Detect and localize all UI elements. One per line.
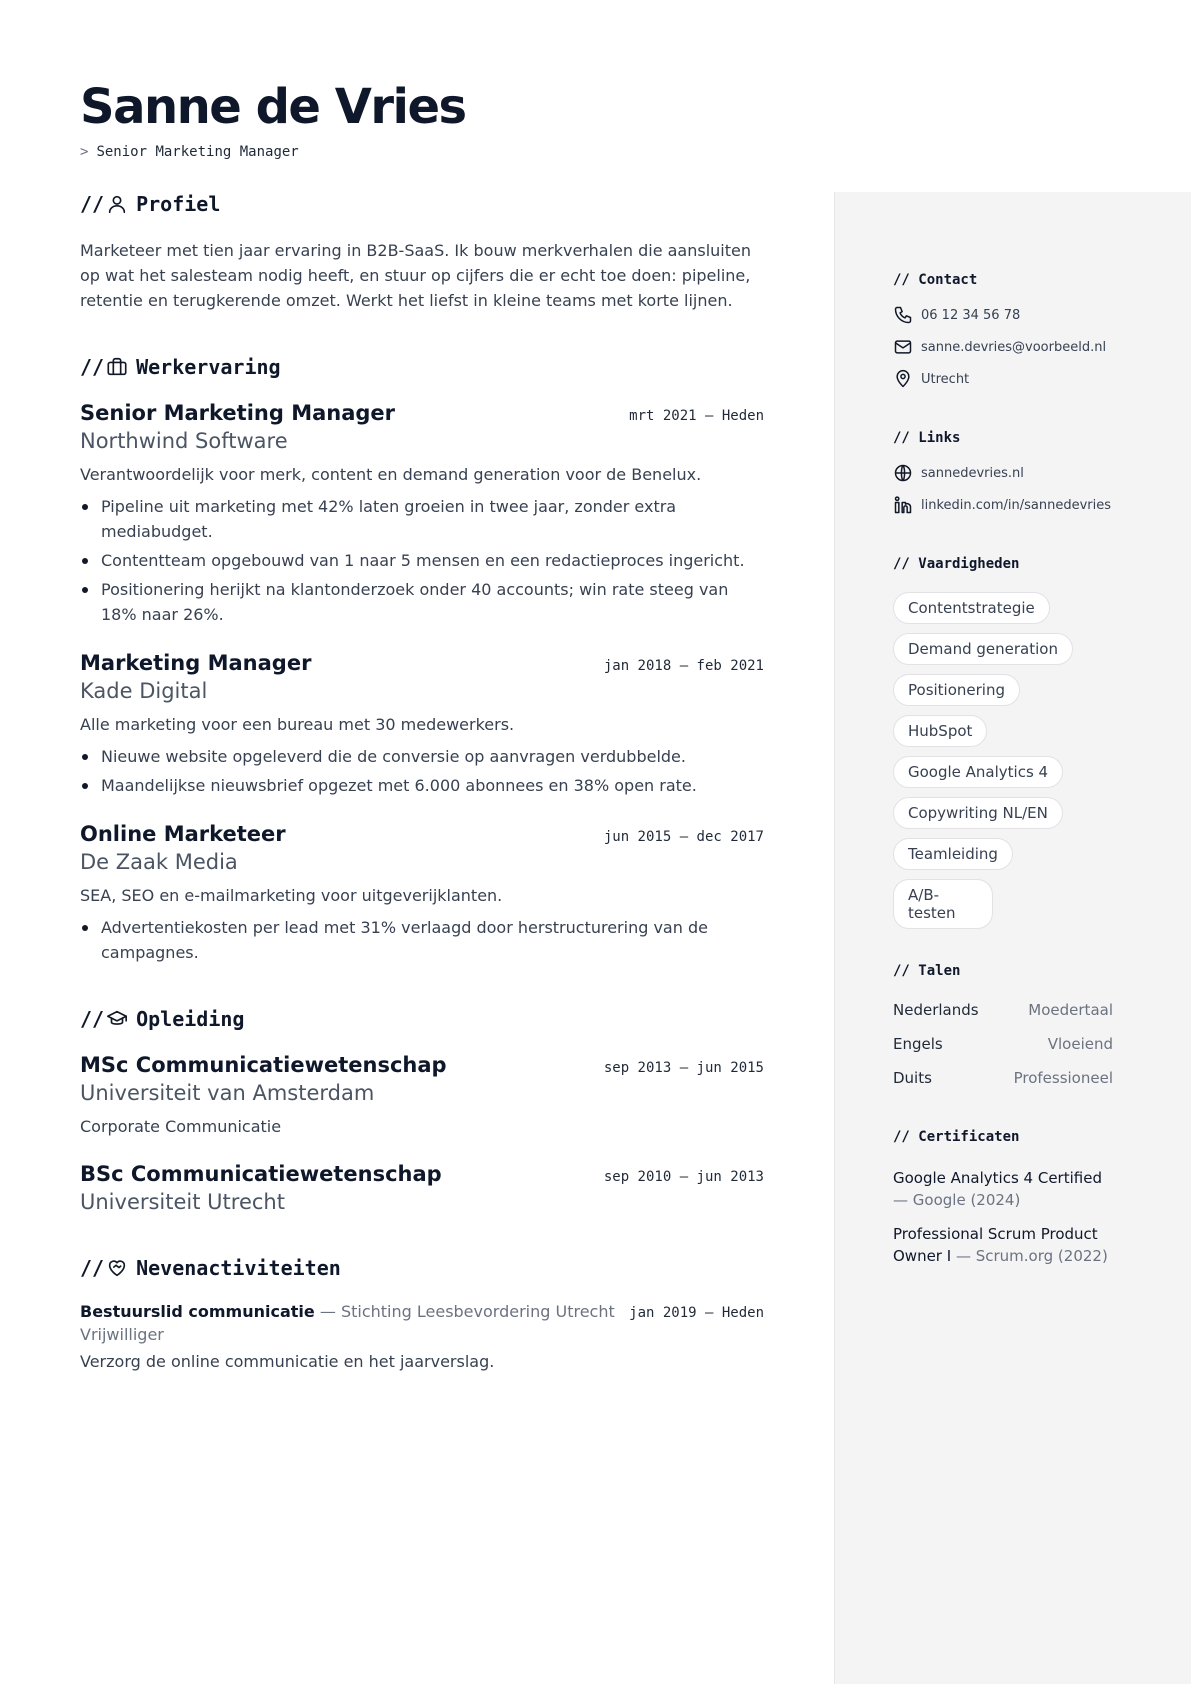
section-label: Nevenactiviteiten [136,1256,341,1280]
degree-name: MSc Communicatiewetenschap [80,1053,447,1077]
degree-name: BSc Communicatiewetenschap [80,1162,442,1186]
contact-location [893,370,1191,388]
skill-chip: Teamleiding [893,838,1013,870]
briefcase-icon [106,356,128,378]
job-title: Senior Marketing Manager [96,144,299,160]
section-label: Werkervaring [136,355,281,379]
job-role: Senior Marketing Manager [80,401,396,425]
map-pin-icon [893,369,913,389]
language-name: Engels [893,1035,943,1053]
achievement-item: Maandelijkse nieuwsbrief opgezet met 6.000 abonnees en 38% open rate. [80,773,764,798]
achievement-list [80,744,764,798]
skill-chip: Copywriting NL/EN [893,797,1063,829]
globe-icon [893,463,913,483]
experience-entry [80,822,764,965]
contact-phone [893,306,1191,324]
achievement-item: Contentteam opgebouwd van 1 naar 5 mensen en een redactieproces ingericht. [80,548,764,573]
school-name: Universiteit van Amsterdam [80,1081,375,1105]
company-name: Northwind Software [80,429,288,453]
achievement-item: Nieuwe website opgeleverd die de conversie op aanvragen verdubbelde. [80,744,764,769]
certificate-issuer: Scrum.org (2022) [975,1247,1108,1265]
language-level: Moedertaal [1028,1001,1113,1019]
website-link[interactable]: sannedevries.nl [921,465,1024,481]
activity-type: Vrijwilliger [80,1325,164,1344]
section-prefix: // [80,355,105,379]
education-dates: sep 2013 – jun 2015 [603,1060,764,1076]
linkedin-icon [893,495,913,515]
sidebar-title-certificates: // Certificaten [893,1129,1020,1145]
activity-heading [80,1302,615,1321]
experience-entry [80,401,764,627]
contact-section [893,272,1191,388]
section-label: Opleiding [136,1007,245,1031]
phone-number: 06 12 34 56 78 [921,307,1021,323]
language-level: Vloeiend [1047,1035,1113,1053]
skills-list [893,592,1191,929]
contact-email[interactable] [893,338,1191,356]
skill-chip: Google Analytics 4 [893,756,1063,788]
skill-chip: HubSpot [893,715,987,747]
certificate-name: Google Analytics 4 Certified [893,1169,1102,1187]
resume-header [80,78,466,160]
link-linkedin[interactable] [893,496,1191,514]
job-role: Marketing Manager [80,651,312,675]
certificate-name: Professional Scrum Product Owner I [893,1225,1098,1265]
sidebar-title-skills: // Vaardigheden [893,556,1020,572]
sidebar-title-links: // Links [893,430,961,446]
certificate-dash: — [893,1191,908,1209]
sidebar-title-contact: // Contact [893,272,978,288]
skill-chip: Demand generation [893,633,1073,665]
activity-organization: Stichting Leesbevordering Utrecht [340,1302,615,1321]
job-title-line [80,144,466,160]
sidebar [834,192,1191,1684]
languages-section [893,963,1191,1087]
phone-icon [893,305,913,325]
language-level: Professioneel [1013,1069,1113,1087]
user-icon [106,193,128,215]
job-summary: Verantwoordelijk voor merk, content en demand generation voor de Benelux. [80,465,702,484]
education-entry [80,1053,764,1136]
section-title-education [80,1005,764,1033]
location-text: Utrecht [921,371,970,387]
section-title-experience [80,353,764,381]
section-label: Profiel [136,192,221,216]
section-prefix: // [80,192,105,216]
language-row [893,1001,1113,1019]
activity-dates: jan 2019 – Heden [629,1305,764,1321]
sidebar-title-languages: // Talen [893,963,961,979]
side-activity-entry [80,1302,764,1371]
education-section [80,1005,764,1214]
certificate-issuer: Google (2024) [912,1191,1021,1209]
certificates-section [893,1129,1191,1267]
email-address[interactable]: sanne.devries@voorbeeld.nl [921,339,1107,355]
certificate-item [893,1167,1108,1211]
language-row [893,1035,1113,1053]
experience-entry [80,651,764,798]
skill-chip: Contentstrategie [893,592,1050,624]
job-dates: mrt 2021 – Heden [629,408,764,424]
side-activities-section [80,1254,764,1371]
company-name: Kade Digital [80,679,208,703]
heart-handshake-icon [106,1257,128,1279]
activity-separator: — [319,1302,336,1321]
section-title-profile [80,190,764,218]
linkedin-link[interactable]: linkedin.com/in/sannedevries [921,497,1112,513]
certificate-item [893,1223,1108,1267]
chevron-right-icon: > [80,144,89,160]
link-website[interactable] [893,464,1191,482]
language-name: Nederlands [893,1001,979,1019]
job-role: Online Marketeer [80,822,286,846]
job-dates: jun 2015 – dec 2017 [603,829,764,845]
achievement-item: Pipeline uit marketing met 42% laten groeien in twee jaar, zonder extra mediabudget. [80,494,764,544]
section-prefix: // [80,1007,105,1031]
achievement-list [80,915,764,965]
achievement-list [80,494,764,627]
education-entry [80,1162,764,1214]
skill-chip: A/B-testen [893,879,993,929]
experience-section [80,353,764,965]
profile-section [80,190,764,313]
activity-description: Verzorg de online communicatie en het jaarverslag. [80,1352,495,1371]
graduation-cap-icon [106,1008,128,1030]
person-name: Sanne de Vries [80,79,466,135]
certificate-dash: — [955,1247,971,1265]
education-dates: sep 2010 – jun 2013 [603,1169,764,1185]
mail-icon [893,337,913,357]
job-summary: SEA, SEO en e-mailmarketing voor uitgeverijklanten. [80,886,503,905]
skills-section [893,556,1191,929]
main-column [80,190,764,1371]
job-summary: Alle marketing voor een bureau met 30 medewerkers. [80,715,515,734]
profile-text: Marketeer met tien jaar ervaring in B2B-SaaS. Ik bouw merkverhalen die aansluiten op wat het salesteam nodig heeft, en stuur op cijfers die er echt toe doen: pipeline, retentie en terugkerende omzet. Werkt het liefst in kleine teams met korte lijnen. [80,241,751,310]
company-name: De Zaak Media [80,850,238,874]
school-name: Universiteit Utrecht [80,1190,285,1214]
language-row [893,1069,1113,1087]
language-name: Duits [893,1069,932,1087]
skill-chip: Positionering [893,674,1020,706]
achievement-item: Advertentiekosten per lead met 31% verlaagd door herstructurering van de campagnes. [80,915,764,965]
links-section [893,430,1191,514]
job-dates: jan 2018 – feb 2021 [603,658,764,674]
achievement-item: Positionering herijkt na klantonderzoek onder 40 accounts; win rate steeg van 18% naar 26%. [80,577,764,627]
section-prefix: // [80,1256,105,1280]
education-detail: Corporate Communicatie [80,1117,282,1136]
section-title-side-activities [80,1254,764,1282]
activity-role: Bestuurslid communicatie [80,1302,315,1321]
